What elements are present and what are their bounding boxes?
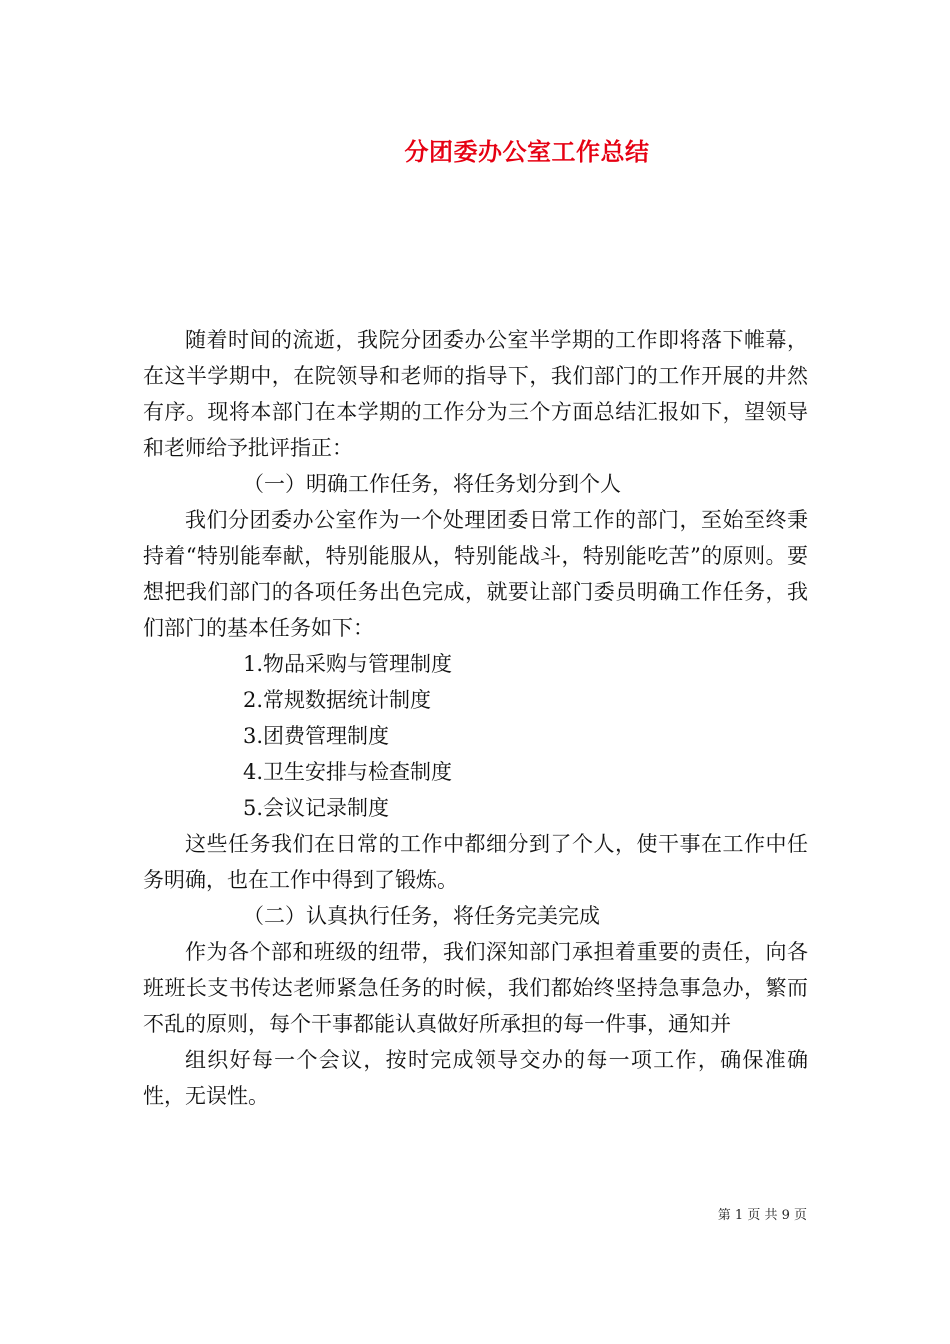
document-body bbox=[143, 322, 808, 1114]
list-item: 1.物品采购与管理制度 bbox=[243, 652, 453, 676]
section-heading-2: （二）认真执行任务，将任务完美完成 bbox=[243, 904, 600, 928]
list-item: 5.会议记录制度 bbox=[243, 796, 390, 820]
section-1-paragraph: 我们分团委办公室作为一个处理团委日常工作的部门，至始至终秉持着“特别能奉献，特别能服从，特别能战斗，特别能吃苦”的原则。要想把我们部门的各项任务出色完成，就要让部门委员明确工作任务，我们部门的基本任务如下： bbox=[143, 508, 808, 640]
list-item: 2.常规数据统计制度 bbox=[243, 688, 432, 712]
section-heading-1: （一）明确工作任务，将任务划分到个人 bbox=[243, 472, 621, 496]
page-number-footer: 第 1 页 共 9 页 bbox=[717, 1208, 807, 1223]
section-2-continuation: 组织好每一个会议，按时完成领导交办的每一项工作，确保准确性，无误性。 bbox=[143, 1048, 808, 1108]
document-title: 分团委办公室工作总结 bbox=[404, 137, 650, 166]
list-item: 3.团费管理制度 bbox=[243, 724, 390, 748]
section-1-summary: 这些任务我们在日常的工作中都细分到了个人，使干事在工作中任务明确，也在工作中得到了锻炼。 bbox=[143, 832, 808, 892]
list-item: 4.卫生安排与检查制度 bbox=[243, 760, 453, 784]
section-2-paragraph: 作为各个部和班级的纽带，我们深知部门承担着重要的责任，向各班班长支书传达老师紧急任务的时候，我们都始终坚持急事急办，繁而不乱的原则，每个干事都能认真做好所承担的每一件事，通知并 bbox=[143, 940, 808, 1036]
intro-paragraph: 随着时间的流逝，我院分团委办公室半学期的工作即将落下帷幕，在这半学期中，在院领导和老师的指导下，我们部门的工作开展的井然有序。现将本部门在本学期的工作分为三个方面总结汇报如下，望领导和老师给予批评指正： bbox=[143, 328, 808, 460]
